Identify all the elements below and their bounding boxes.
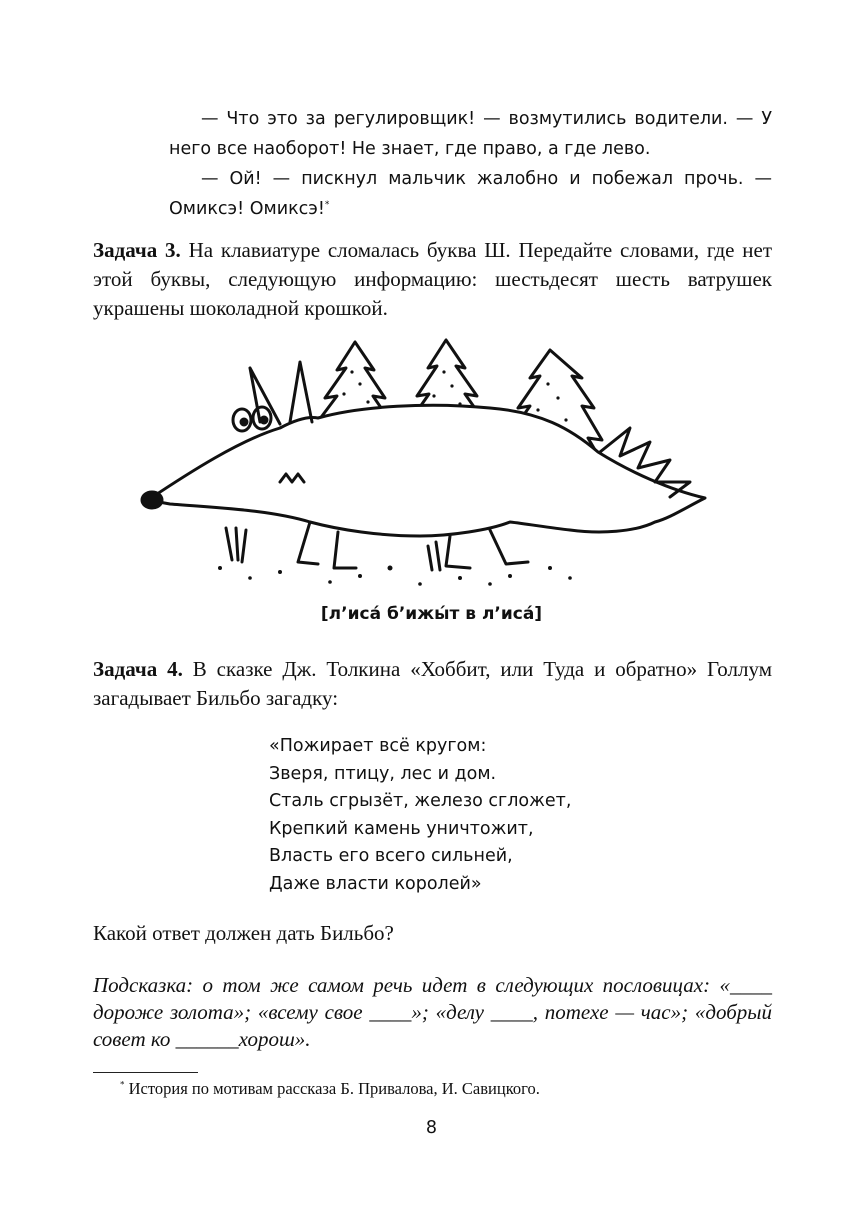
task-4-label: Задача 4. — [93, 657, 183, 681]
fox-illustration — [130, 332, 740, 594]
poem-line-5: Власть его всего сильней, — [269, 846, 513, 866]
footnote-marker: * — [324, 200, 330, 211]
footnote-divider — [93, 1072, 198, 1073]
story-paragraph-2-text: — Ой! — пискнул мальчик жалобно и побежал прочь. — Омиксэ! Омиксэ! — [169, 169, 772, 219]
page-number: 8 — [425, 1118, 438, 1138]
task-4-text: В сказке Дж. Толкина «Хоббит, или Туда и обратно» Голлум загадывает Бильбо загадку: — [93, 657, 772, 710]
story-paragraph-1: — Что это за регулировщик! — возмутились водители. — У него все наоборот! Не знает, где право, а где лево. — [169, 109, 772, 159]
task-3-text: На клавиатуре сломалась буква Ш. Передайте словами, где нет этой буквы, следующую информацию: шестьдесят шесть ватрушек украшены шоколадной крошкой. — [93, 238, 772, 320]
illustration-caption: [л’иса́ б’ижы́т в л’иса́] — [320, 604, 543, 624]
riddle-poem — [269, 733, 571, 898]
task-3 — [93, 236, 772, 323]
story-excerpt — [169, 104, 772, 224]
question: Какой ответ должен дать Бильбо? — [93, 921, 394, 945]
story-paragraph-2 — [169, 164, 772, 224]
footnote-text: История по мотивам рассказа Б. Привалова, И. Савицкого. — [128, 1079, 540, 1098]
task-4 — [93, 655, 772, 713]
poem-line-2: Зверя, птицу, лес и дом. — [269, 763, 497, 784]
footnote-mark: * — [120, 1079, 125, 1090]
poem-line-6: Даже власти королей» — [269, 873, 482, 894]
ground — [218, 566, 572, 586]
poem-line-3: Сталь сгрызёт, железо сгложет, — [269, 791, 572, 811]
task-3-label: Задача 3. — [93, 238, 181, 262]
poem-line-4: Крепкий камень уничтожит, — [269, 818, 534, 839]
poem-line-1: «Пожирает всё кругом: — [269, 736, 487, 756]
footnote — [120, 1079, 540, 1099]
hint: Подсказка: о том же самом речь идет в следующих пословицах: «____ дороже золота»; «всему свое ____»; «делу ____, потехе — час»; «добрый совет ко ______хорош». — [93, 973, 772, 1051]
